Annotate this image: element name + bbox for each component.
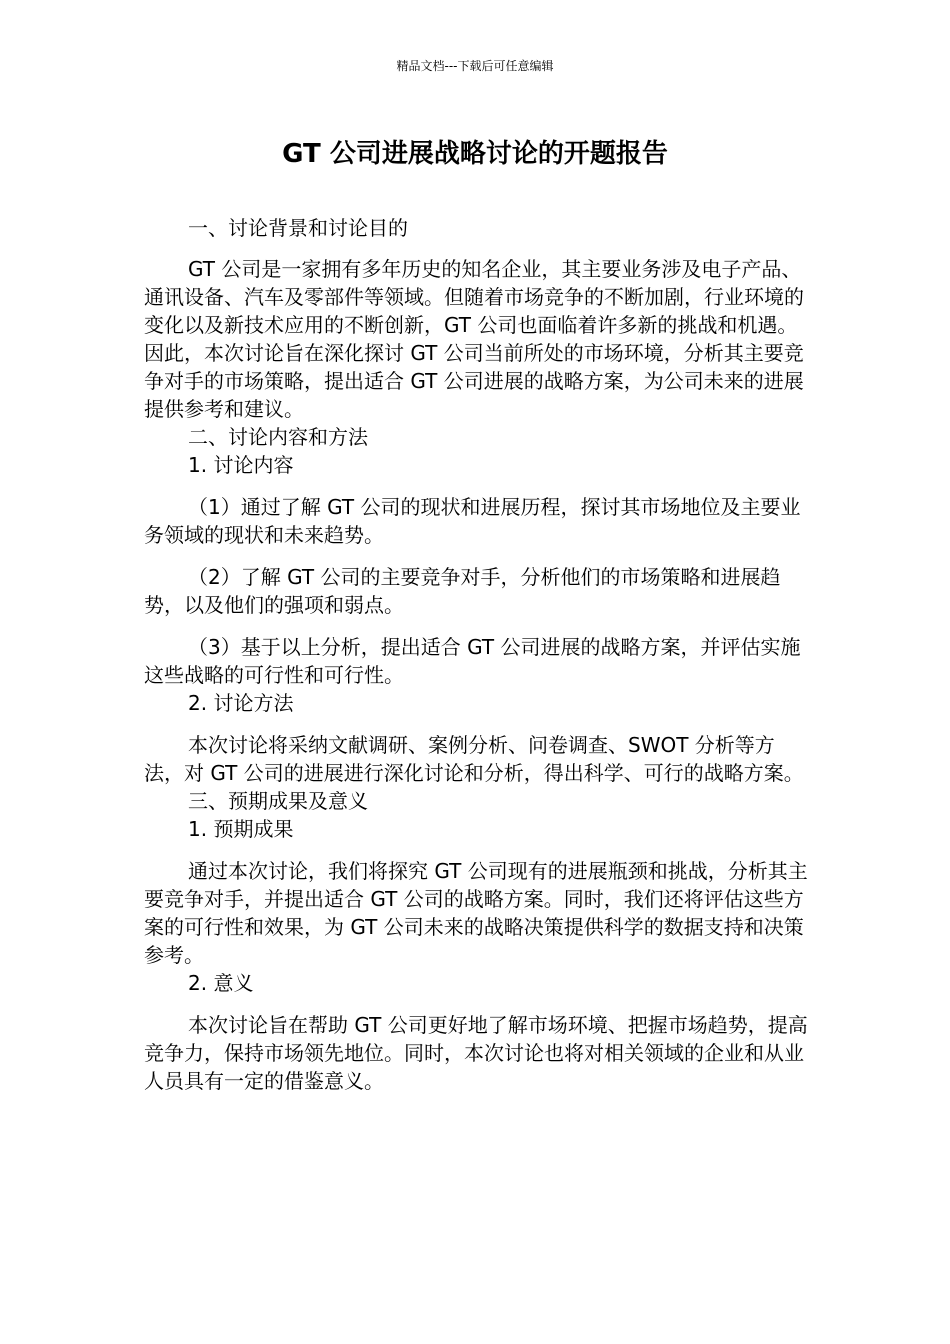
subheading-method: 2. 讨论方法	[188, 691, 294, 715]
document-body	[144, 214, 810, 1095]
subheading-content: 1. 讨论内容	[188, 453, 294, 477]
section-heading-results: 三、预期成果及意义	[188, 789, 368, 813]
subheading-expected-results: 1. 预期成果	[188, 817, 294, 841]
page-header: 精品文档---下载后可任意编辑	[396, 59, 554, 73]
section-heading-content-method: 二、讨论内容和方法	[188, 425, 368, 449]
paragraph-expected-results: 通过本次讨论，我们将探究 GT 公司现有的进展瓶颈和挑战，分析其主要竞争对手，并提出适合 GT 公司的战略方案。同时，我们还将评估这些方案的可行性和效果，为 GT 公司未来的战略决策提供科学的数据支持和决策参考。	[144, 859, 808, 967]
paragraph-significance: 本次讨论旨在帮助 GT 公司更好地了解市场环境、把握市场趋势，提高竞争力，保持市场领先地位。同时，本次讨论也将对相关领域的企业和从业人员具有一定的借鉴意义。	[144, 1013, 808, 1093]
section-heading-background: 一、讨论背景和讨论目的	[188, 216, 408, 240]
list-item-content-3: （3）基于以上分析，提出适合 GT 公司进展的战略方案，并评估实施这些战略的可行性和可行性。	[144, 635, 801, 687]
list-item-content-2: （2）了解 GT 公司的主要竞争对手，分析他们的市场策略和进展趋势，以及他们的强项和弱点。	[144, 565, 781, 617]
subheading-significance: 2. 意义	[188, 971, 254, 995]
paragraph-method: 本次讨论将采纳文献调研、案例分析、问卷调查、SWOT 分析等方法，对 GT 公司的进展进行深化讨论和分析，得出科学、可行的战略方案。	[144, 733, 804, 785]
document-title: GT 公司进展战略讨论的开题报告	[282, 139, 668, 169]
paragraph-background: GT 公司是一家拥有多年历史的知名企业，其主要业务涉及电子产品、通讯设备、汽车及零部件等领域。但随着市场竞争的不断加剧，行业环境的变化以及新技术应用的不断创新，GT 公司也面临着许多新的挑战和机遇。因此，本次讨论旨在深化探讨 GT 公司当前所处的市场环境，分析其主要竞争对手的市场策略，提出适合 GT 公司进展的战略方案，为公司未来的进展提供参考和建议。	[144, 257, 804, 421]
list-item-content-1: （1）通过了解 GT 公司的现状和进展历程，探讨其市场地位及主要业务领域的现状和未来趋势。	[144, 495, 801, 547]
